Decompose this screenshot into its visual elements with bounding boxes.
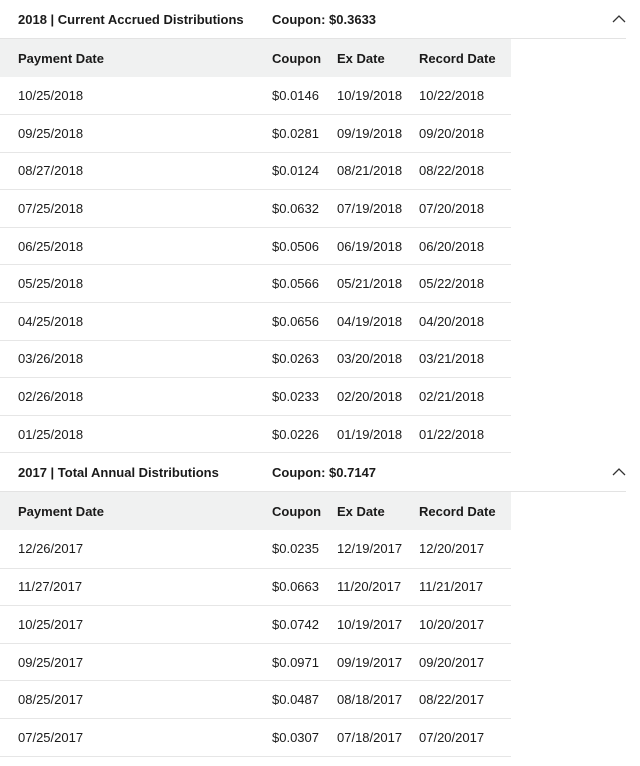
ex-date-cell: 12/19/2017 (337, 541, 403, 557)
ex-date-cell: 03/20/2018 (337, 351, 403, 367)
record-date-cell: 08/22/2018 (419, 163, 485, 179)
ex-date-cell: 09/19/2017 (337, 654, 403, 670)
table-header-row (0, 39, 511, 77)
table-body (0, 77, 511, 453)
table-row (0, 303, 511, 341)
coupon-cell: $0.0146 (272, 88, 319, 104)
column-header-coupon: Coupon (272, 503, 322, 519)
ex-date-cell: 06/19/2018 (337, 238, 403, 254)
column-header-coupon: Coupon (272, 50, 322, 66)
coupon-cell: $0.0632 (272, 201, 319, 217)
ex-date-cell: 10/19/2018 (337, 88, 403, 104)
record-date-cell: 12/20/2017 (419, 541, 485, 557)
payment-date-cell: 10/25/2017 (18, 616, 84, 632)
payment-date-cell: 07/25/2018 (18, 201, 84, 217)
record-date-cell: 10/20/2017 (419, 616, 485, 632)
payment-date-cell: 03/26/2018 (18, 351, 84, 367)
record-date-cell: 06/20/2018 (419, 238, 485, 254)
table-row (0, 415, 511, 453)
column-header-record-date: Record Date (419, 503, 496, 519)
ex-date-cell: 07/19/2018 (337, 201, 403, 217)
record-date-cell: 04/20/2018 (419, 313, 485, 329)
column-header-ex-date: Ex Date (337, 50, 385, 66)
coupon-cell: $0.0281 (272, 125, 319, 141)
coupon-cell: $0.0506 (272, 238, 319, 254)
ex-date-cell: 10/19/2017 (337, 616, 403, 632)
table-body (0, 530, 511, 756)
payment-date-cell: 05/25/2018 (18, 276, 84, 292)
payment-date-cell: 09/25/2017 (18, 654, 84, 670)
payment-date-cell: 10/25/2018 (18, 88, 84, 104)
table-row (0, 568, 511, 606)
coupon-cell: $0.0235 (272, 541, 319, 557)
coupon-cell: $0.0971 (272, 654, 319, 670)
coupon-cell: $0.0487 (272, 692, 319, 708)
table-row (0, 340, 511, 378)
coupon-cell: $0.0263 (272, 351, 319, 367)
ex-date-cell: 08/21/2018 (337, 163, 403, 179)
record-date-cell: 05/22/2018 (419, 276, 485, 292)
payment-date-cell: 01/25/2018 (18, 426, 84, 442)
section-coupon-total: Coupon: $0.3633 (272, 12, 377, 27)
coupon-cell: $0.0124 (272, 163, 319, 179)
section-coupon-total: Coupon: $0.7147 (272, 465, 377, 481)
ex-date-cell: 05/21/2018 (337, 276, 403, 292)
table-row (0, 152, 511, 190)
record-date-cell: 03/21/2018 (419, 351, 485, 367)
section-title: 2018 | Current Accrued Distributions (18, 12, 244, 27)
record-date-cell: 09/20/2017 (419, 654, 485, 670)
ex-date-cell: 04/19/2018 (337, 313, 403, 329)
distribution-table (0, 492, 511, 756)
record-date-cell: 10/22/2018 (419, 88, 485, 104)
chevron-up-icon[interactable] (612, 12, 626, 26)
column-header-ex-date: Ex Date (337, 503, 385, 519)
column-header-record-date: Record Date (419, 50, 496, 66)
coupon-cell: $0.0656 (272, 313, 319, 329)
ex-date-cell: 07/18/2017 (337, 729, 403, 745)
record-date-cell: 08/22/2017 (419, 692, 485, 708)
table-row (0, 530, 511, 568)
ex-date-cell: 08/18/2017 (337, 692, 403, 708)
coupon-cell: $0.0566 (272, 276, 319, 292)
payment-date-cell: 08/25/2017 (18, 692, 84, 708)
payment-date-cell: 04/25/2018 (18, 313, 84, 329)
distribution-section-2017 (0, 453, 640, 756)
ex-date-cell: 02/20/2018 (337, 389, 403, 405)
coupon-cell: $0.0226 (272, 426, 319, 442)
table-row (0, 681, 511, 719)
payment-date-cell: 06/25/2018 (18, 238, 84, 254)
payment-date-cell: 08/27/2018 (18, 163, 84, 179)
record-date-cell: 01/22/2018 (419, 426, 485, 442)
payment-date-cell: 12/26/2017 (18, 541, 84, 557)
chevron-up-icon[interactable] (612, 465, 626, 479)
record-date-cell: 02/21/2018 (419, 389, 485, 405)
table-row (0, 227, 511, 265)
table-row (0, 643, 511, 681)
record-date-cell: 07/20/2017 (419, 729, 485, 745)
table-row (0, 378, 511, 416)
ex-date-cell: 11/20/2017 (337, 579, 402, 595)
table-row (0, 115, 511, 153)
record-date-cell: 09/20/2018 (419, 125, 485, 141)
coupon-cell: $0.0742 (272, 616, 319, 632)
record-date-cell: 11/21/2017 (419, 579, 484, 595)
table-row (0, 190, 511, 228)
coupon-cell: $0.0307 (272, 729, 319, 745)
payment-date-cell: 11/27/2017 (18, 579, 83, 595)
payment-date-cell: 07/25/2017 (18, 729, 84, 745)
table-row (0, 606, 511, 644)
payment-date-cell: 09/25/2018 (18, 125, 84, 141)
ex-date-cell: 01/19/2018 (337, 426, 403, 442)
coupon-cell: $0.0663 (272, 579, 319, 595)
section-title: 2017 | Total Annual Distributions (18, 465, 219, 481)
coupon-cell: $0.0233 (272, 389, 319, 405)
distribution-table (0, 39, 511, 453)
ex-date-cell: 09/19/2018 (337, 125, 403, 141)
column-header-payment-date: Payment Date (18, 50, 104, 66)
payment-date-cell: 02/26/2018 (18, 389, 84, 405)
table-row (0, 718, 511, 756)
column-header-payment-date: Payment Date (18, 503, 104, 519)
table-header-row (0, 492, 511, 530)
section-header[interactable] (0, 453, 626, 492)
record-date-cell: 07/20/2018 (419, 201, 485, 217)
table-row (0, 77, 511, 115)
section-header[interactable] (0, 0, 626, 39)
table-row (0, 265, 511, 303)
